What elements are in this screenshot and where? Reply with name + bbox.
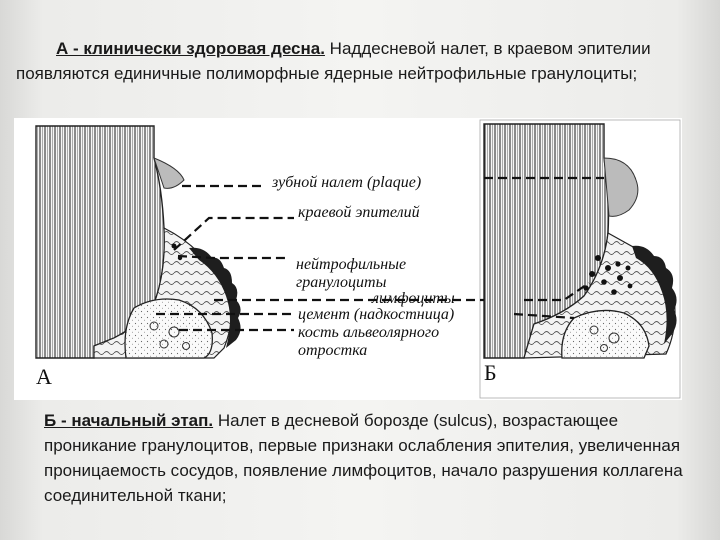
plaque-b — [604, 158, 638, 216]
caption-b-title: Б - начальный этап. — [44, 411, 214, 430]
label-neutrophils-2: гранулоциты — [296, 274, 387, 291]
caption-b-body: Налет в десневой борозде (sulcus), возрастающее проникание гранулоцитов, первые признаки ослабления эпителия, увеличенная проницаемость сосудов, появление лимфоцитов, начало разрушения коллагена соединительной ткани; — [44, 411, 683, 505]
label-plaque: зубной налет (plaque) — [272, 174, 422, 191]
caption-panel-b — [44, 408, 684, 508]
label-cementum: цемент (надкостница) — [298, 306, 455, 323]
label-marginal-epithelium: краевой эпителий — [298, 204, 420, 221]
gingiva-figure — [14, 118, 682, 400]
caption-a-title: А - клинически здоровая десна. — [56, 39, 325, 58]
panel-a-letter: А — [36, 364, 52, 389]
panel-a-drawing — [36, 126, 241, 358]
label-bone-1: кость альвеолярного — [298, 324, 440, 341]
label-neutrophils-1: нейтрофильные — [296, 256, 407, 273]
panel-b-drawing — [480, 120, 680, 398]
label-lymphocytes: лимфоциты — [372, 290, 455, 307]
leader-neutrophil-a — [178, 256, 289, 258]
leader-epithelium-a — [174, 218, 294, 250]
label-bone-2: отростка — [298, 342, 368, 359]
caption-a-body: Наддесневой налет, в краевом эпителии появляются единичные полиморфные ядерные нейтрофильные гранулоциты; — [16, 39, 651, 83]
panel-b-letter: Б — [484, 360, 497, 385]
caption-panel-a — [16, 36, 696, 86]
